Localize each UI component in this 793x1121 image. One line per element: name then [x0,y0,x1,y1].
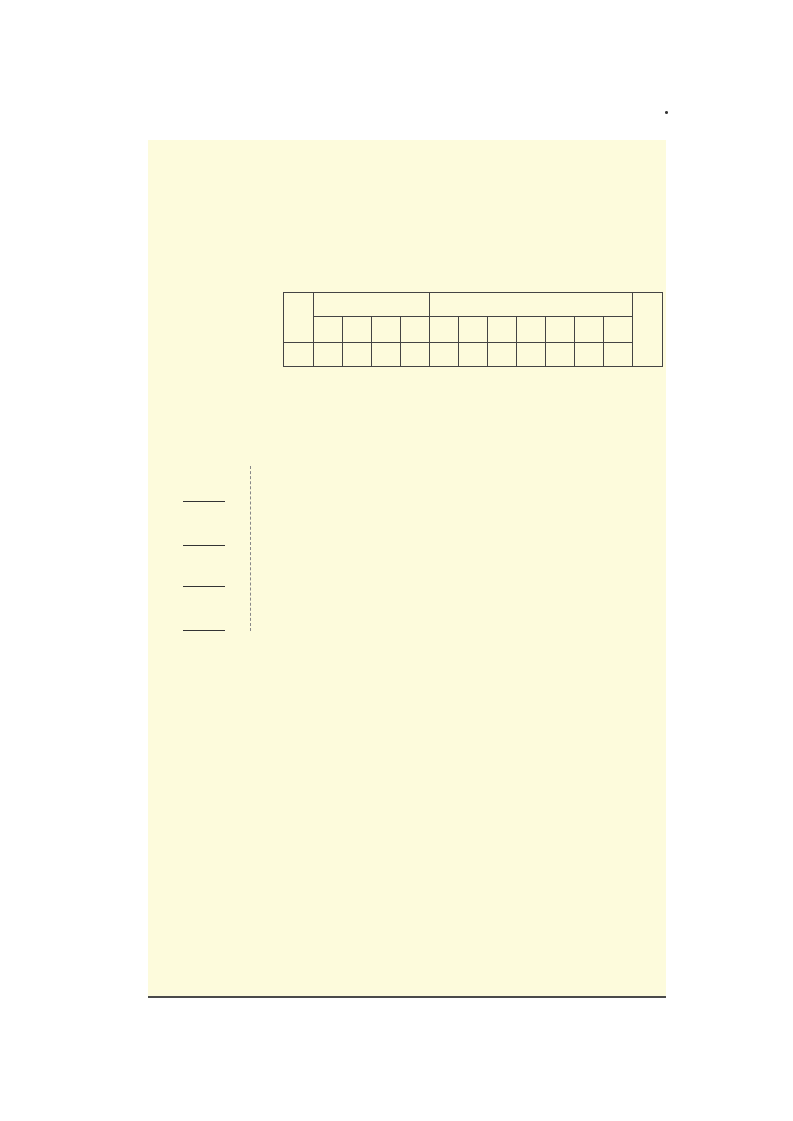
field-student-name[interactable] [181,576,225,590]
score-cell[interactable] [343,343,372,367]
score-cell[interactable] [517,343,546,367]
score-cell[interactable] [401,343,430,367]
written-col [517,317,546,343]
field-township[interactable] [181,491,225,505]
written-col [459,317,488,343]
seal-line [250,466,251,631]
written-col [546,317,575,343]
listening-col [343,317,372,343]
score-table [283,292,663,367]
written-col [488,317,517,343]
score-cell[interactable] [604,343,633,367]
score-cell[interactable] [546,343,575,367]
score-cell[interactable] [488,343,517,367]
listening-col [401,317,430,343]
listening-col [372,317,401,343]
score-cell[interactable] [575,343,604,367]
score-cell[interactable] [314,343,343,367]
field-school-name[interactable] [181,535,225,549]
written-col [575,317,604,343]
written-col [430,317,459,343]
listening-col [314,317,343,343]
score-cell[interactable] [430,343,459,367]
total-label [633,293,663,367]
group-written [430,293,633,317]
score-cell[interactable] [459,343,488,367]
written-col [604,317,633,343]
row-label-score [284,343,314,367]
field-exam-number[interactable] [181,620,225,634]
group-listening [314,293,430,317]
scan-edge-line [148,996,666,998]
exam-paper [148,140,666,998]
scan-speck [665,111,668,114]
row-label-number [284,293,314,343]
score-cell[interactable] [372,343,401,367]
